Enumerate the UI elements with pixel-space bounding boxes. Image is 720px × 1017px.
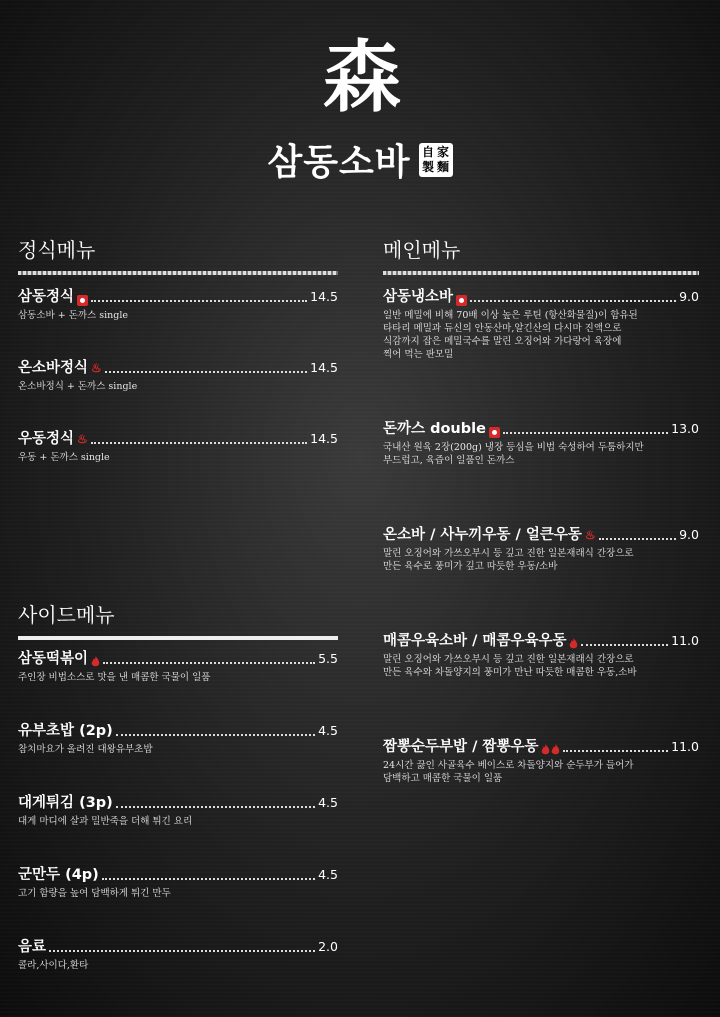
pork-cutlet-icon [489, 427, 500, 438]
menu-item [383, 526, 699, 573]
logo [0, 33, 720, 185]
menu-item-name: 군만두 (4p) [18, 867, 99, 883]
menu-item-name: 삼동냉소바 [383, 289, 454, 305]
spicy-fire-icon [541, 744, 550, 756]
seal-char: 製 [422, 160, 435, 174]
spicy-fire-icon [551, 744, 560, 756]
menu-item-name: 온소바정식 [18, 360, 89, 376]
main-menu-list [383, 288, 699, 808]
menu-item-description: 국내산 원육 2장(200g) 냉장 등심을 비법 숙성하여 두툼하지만 부드럽고, 육즙이 일품인 돈까스 [383, 442, 644, 466]
spicy-fire-icon [91, 656, 100, 668]
menu-item [383, 632, 699, 679]
menu-item-name: 음료 [18, 939, 47, 955]
menu-item-name: 돈까스 double [383, 421, 486, 437]
menu-item-name: 온소바 / 사누끼우동 / 얼큰우동 [383, 527, 582, 543]
menu-item-name: 짬뽕순두부밥 / 짬뽕우동 [383, 739, 539, 755]
leader-dots [103, 662, 315, 664]
menu-item-name: 삼동떡볶이 [18, 651, 89, 667]
leader-dots [105, 371, 307, 373]
logo-kanji: 森 [322, 33, 397, 123]
menu-item [18, 650, 338, 684]
menu-item [383, 420, 699, 467]
menu-item-description: 고기 함량을 높여 담백하게 튀긴 만두 [18, 888, 171, 899]
menu-item-price: 4.5 [318, 867, 338, 882]
section-title-side: 사이드메뉴 [18, 603, 115, 627]
set-menu-section [18, 238, 338, 275]
menu-item-description: 대게 마디에 살과 밀반죽을 더해 튀긴 요리 [18, 816, 193, 827]
menu-item-description: 말린 오징어와 가쓰오부시 등 깊고 진한 일본재래식 간장으로 만든 육수와 차돌양지의 풍미가 만난 따듯한 매콤한 우동,소바 [383, 654, 637, 678]
leader-dots [470, 300, 676, 302]
side-menu-list [18, 650, 338, 980]
homemade-noodle-seal [419, 143, 453, 177]
menu-item-price: 9.0 [679, 289, 699, 304]
menu-item [18, 430, 338, 464]
hot-steam-icon: ♨ [77, 432, 88, 446]
menu-item-price: 2.0 [318, 939, 338, 954]
leader-dots [91, 442, 307, 444]
menu-item-price: 11.0 [671, 739, 699, 754]
menu-item-name: 유부초밥 (2p) [18, 723, 113, 739]
menu-item-price: 14.5 [310, 289, 338, 304]
menu-item [18, 938, 338, 972]
leader-dots [102, 878, 315, 880]
menu-item [18, 359, 338, 393]
spicy-fire-icon [569, 638, 578, 650]
menu-item-price: 4.5 [318, 795, 338, 810]
menu-item-name: 우동정식 [18, 431, 75, 447]
hot-steam-icon: ♨ [584, 528, 596, 542]
main-menu-section [383, 238, 699, 275]
menu-item-description: 말린 오징어와 가쓰오부시 등 깊고 진한 일본재래식 간장으로 만든 육수로 풍미가 깊고 따듯한 우동/소바 [383, 548, 634, 572]
menu-item-description: 콜라,사이다,환타 [18, 960, 89, 971]
menu-item-description: 일반 메밀에 비해 70배 이상 높은 루틴 (항산화물질)이 함유된 타타리 메밀과 듀신의 안동산마,알긴산의 다시마 진액으로 식감까지 잡은 메밀국수를 말린 오징어와 가다랑어 육장에 찍어 먹는 판모밀 [383, 310, 638, 360]
menu-item [18, 288, 338, 322]
leader-dots [563, 750, 668, 752]
seal-char: 家 [437, 145, 450, 159]
seal-char: 麵 [437, 160, 450, 174]
menu-item-name: 대게튀김 (3p) [18, 795, 113, 811]
menu-item-price: 11.0 [671, 633, 699, 648]
section-divider [18, 636, 338, 640]
menu-item-description: 삼동소바 + 돈까스 single [18, 310, 129, 321]
menu-item-description: 주인장 비법소스로 맛을 낸 매콤한 국물이 일품 [18, 672, 211, 683]
hot-steam-icon: ♨ [91, 361, 102, 375]
menu-item [18, 722, 338, 756]
menu-item [383, 738, 699, 785]
menu-item-description: 참치마요가 올려진 대왕유부초밥 [18, 744, 153, 755]
menu-item-description: 온소바정식 + 돈까스 single [18, 381, 138, 392]
menu-item [383, 288, 699, 361]
menu-item [18, 866, 338, 900]
menu-item-price: 4.5 [318, 723, 338, 738]
menu-item-price: 5.5 [318, 651, 338, 666]
pork-cutlet-icon [456, 295, 467, 306]
logo-row [0, 134, 720, 185]
restaurant-name: 삼동소바 [267, 142, 411, 183]
menu-item-name: 매콤우육소바 / 매콤우육우동 [383, 633, 567, 649]
section-title-set: 정식메뉴 [18, 238, 96, 262]
menu-item-description: 24시간 끓인 사골육수 베이스로 차돌양지와 순두부가 들어가 담백하고 매콤한 국물이 일품 [383, 760, 634, 784]
menu-item-price: 9.0 [679, 527, 699, 542]
menu-item-price: 14.5 [310, 431, 338, 446]
pork-cutlet-icon [77, 295, 88, 306]
leader-dots [581, 644, 668, 646]
section-title-main: 메인메뉴 [383, 238, 461, 262]
menu-item-name: 삼동정식 [18, 289, 75, 305]
section-divider [383, 271, 699, 275]
leader-dots [49, 950, 315, 952]
leader-dots [503, 432, 668, 434]
menu-item-price: 14.5 [310, 360, 338, 375]
leader-dots [116, 734, 315, 736]
side-menu-section [18, 603, 338, 640]
leader-dots [116, 806, 315, 808]
seal-char: 自 [422, 145, 435, 159]
leader-dots [599, 538, 676, 540]
leader-dots [91, 300, 307, 302]
section-divider [18, 271, 338, 275]
menu-item [18, 794, 338, 828]
menu-item-description: 우동 + 돈까스 single [18, 452, 110, 463]
menu-item-price: 13.0 [671, 421, 699, 436]
set-menu-list [18, 288, 338, 488]
